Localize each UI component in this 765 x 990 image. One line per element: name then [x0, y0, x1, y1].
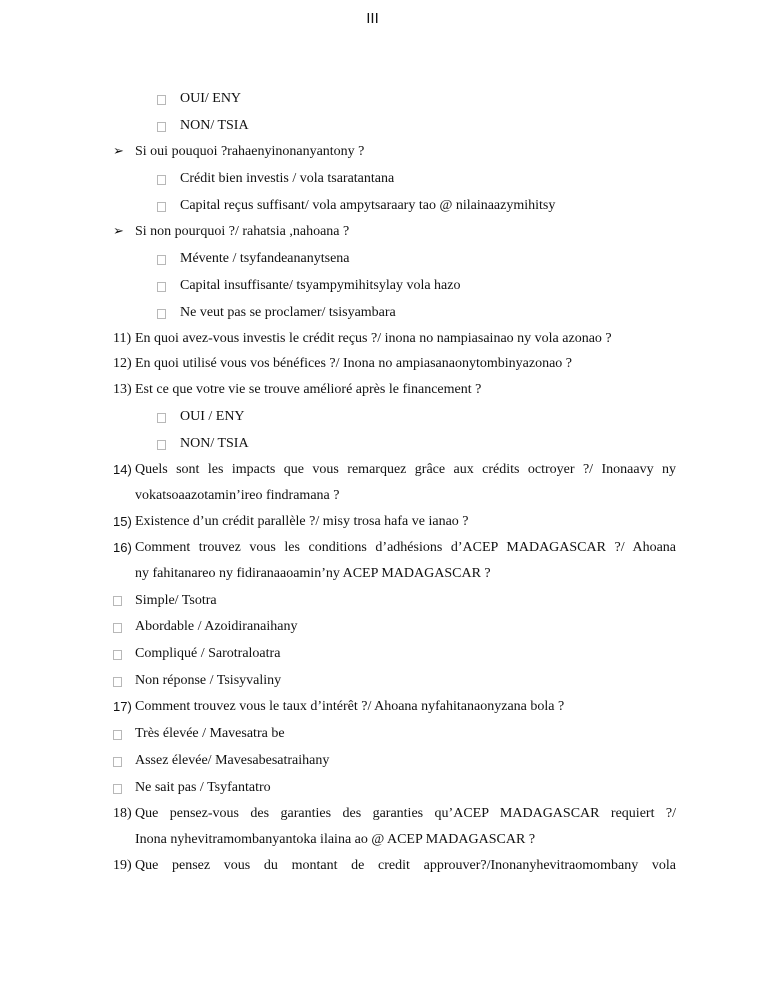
checkbox-credit-investis[interactable] — [157, 175, 166, 185]
page-number: III — [366, 10, 379, 27]
checkbox-oui[interactable] — [157, 95, 166, 105]
option-q13-non-label: NON/ TSIA — [180, 436, 249, 451]
checkbox-mevente[interactable] — [157, 255, 166, 265]
option-abordable-label: Abordable / Azoidiranaihany — [135, 619, 298, 634]
checkbox-ne-sait-pas[interactable] — [113, 784, 122, 794]
option-non-reponse-label: Non réponse / Tsisyvaliny — [135, 673, 282, 688]
checkbox-capital-suffisant[interactable] — [157, 202, 166, 212]
checkbox-capital-insuffisante[interactable] — [157, 282, 166, 292]
question-17-text: Comment trouvez vous le taux d’intérêt ?/ Ahoana nyfahitanaonyzana bola ? — [135, 699, 565, 714]
question-18-line2: Inona nyhevitramombanyantoka ilaina ao @ ACEP MADAGASCAR ? — [135, 832, 536, 847]
checkbox-complique[interactable] — [113, 650, 122, 660]
checkbox-abordable[interactable] — [113, 623, 122, 633]
question-number: 12) — [113, 356, 132, 371]
option-simple-label: Simple/ Tsotra — [135, 593, 217, 608]
question-19-line1: Que pensez vous du montant de credit approuver?/Inonanyhevitraomombany vola — [135, 858, 676, 873]
question-11-text: En quoi avez-vous investis le crédit reçus ?/ inona no nampiasainao ny vola azonao ? — [135, 331, 612, 346]
option-complique-label: Compliqué / Sarotraloatra — [135, 646, 281, 661]
question-13-text: Est ce que votre vie se trouve amélioré après le financement ? — [135, 382, 482, 397]
arrow-bullet-icon: ➢ — [113, 144, 124, 159]
question-number: 11) — [113, 331, 132, 346]
question-number: 13) — [113, 382, 132, 397]
question-14-line1: Quels sont les impacts que vous remarquez grâce aux crédits octroyer ?/ Inonaavy ny — [135, 462, 676, 477]
question-number: 14) — [113, 462, 132, 477]
option-credit-investis-label: Crédit bien investis / vola tsaratantana — [180, 171, 395, 186]
question-16-line1: Comment trouvez vous les conditions d’adhésions d’ACEP MADAGASCAR ?/ Ahoana — [135, 540, 676, 555]
option-capital-insuffisante-label: Capital insuffisante/ tsyampymihitsylay vola hazo — [180, 278, 461, 293]
if-no-question: Si non pourquoi ?/ rahatsia ,nahoana ? — [135, 224, 350, 239]
question-18-line1: Que pensez-vous des garanties des garanties qu’ACEP MADAGASCAR requiert ?/ — [135, 806, 676, 821]
question-16-line2: ny fahitanareo ny fidiranaaoamin’ny ACEP MADAGASCAR ? — [135, 566, 491, 581]
checkbox-tres-elevee[interactable] — [113, 730, 122, 740]
question-12-text: En quoi utilisé vous vos bénéfices ?/ Inona no ampiasanaonytombinyazonao ? — [135, 356, 573, 371]
option-assez-elevee-label: Assez élevée/ Mavesabesatraihany — [135, 753, 330, 768]
option-q13-oui-label: OUI / ENY — [180, 409, 245, 424]
option-tres-elevee-label: Très élevée / Mavesatra be — [135, 726, 285, 741]
arrow-bullet-icon: ➢ — [113, 224, 124, 239]
question-number: 18) — [113, 806, 132, 821]
option-ne-veut-pas-label: Ne veut pas se proclamer/ tsisyambara — [180, 305, 396, 320]
checkbox-non-reponse[interactable] — [113, 677, 122, 687]
option-mevente-label: Mévente / tsyfandeananytsena — [180, 251, 350, 266]
question-number: 16) — [113, 540, 132, 555]
question-number: 17) — [113, 699, 132, 714]
option-ne-sait-pas-label: Ne sait pas / Tsyfantatro — [135, 780, 271, 795]
question-14-line2: vokatsoaazotamin’ireo findramana ? — [135, 488, 340, 503]
option-capital-suffisant-label: Capital reçus suffisant/ vola ampytsaraary tao @ nilainaazymihitsy — [180, 198, 556, 213]
question-15-text: Existence d’un crédit parallèle ?/ misy trosa hafa ve ianao ? — [135, 514, 469, 529]
question-number: 19) — [113, 858, 132, 873]
if-yes-question: Si oui pouquoi ?rahaenyinonanyantony ? — [135, 144, 365, 159]
checkbox-non[interactable] — [157, 122, 166, 132]
question-number: 15) — [113, 514, 132, 529]
checkbox-ne-veut-pas[interactable] — [157, 309, 166, 319]
checkbox-q13-non[interactable] — [157, 440, 166, 450]
option-oui-label: OUI/ ENY — [180, 91, 242, 106]
checkbox-simple[interactable] — [113, 596, 122, 606]
checkbox-q13-oui[interactable] — [157, 413, 166, 423]
option-non-label: NON/ TSIA — [180, 118, 249, 133]
checkbox-assez-elevee[interactable] — [113, 757, 122, 767]
